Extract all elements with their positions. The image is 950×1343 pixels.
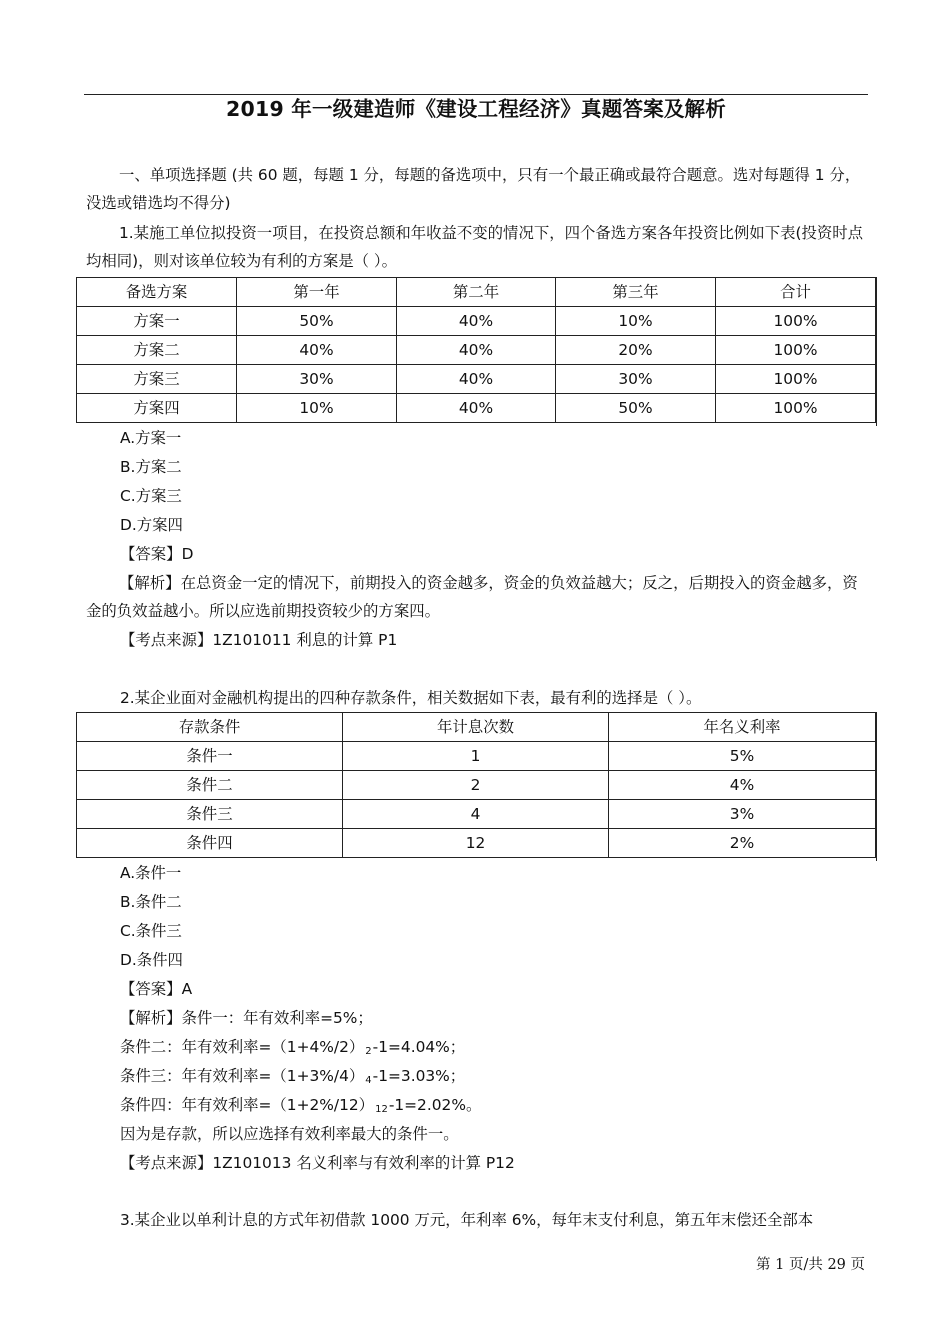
table-header-cell: 第三年 <box>556 278 716 307</box>
table-cell: 40% <box>397 336 556 365</box>
table-cell: 40% <box>237 336 397 365</box>
q2-option-a: A.条件一 <box>120 864 182 882</box>
q2-analysis-line-5: 因为是存款，所以应选择有效利率最大的条件一。 <box>120 1125 459 1143</box>
q1-option-b: B.方案二 <box>120 458 182 476</box>
formula-text: 条件二：年有效利率=（1+4%/2） <box>120 1038 365 1056</box>
q1-analysis: 【解析】在总资金一定的情况下，前期投入的资金越多，资金的负效益越大；反之，后期投入的资金越多，资金的负效益越小。所以应选前期投资较少的方案四。 <box>86 574 858 620</box>
q1-answer: 【答案】D <box>120 545 194 563</box>
formula-subscript: 2 <box>365 1046 372 1057</box>
q2-stem: 2.某企业面对金融机构提出的四种存款条件，相关数据如下表，最有利的选择是（ ）。 <box>120 689 702 707</box>
table-cell: 4 <box>343 800 609 829</box>
table-cell: 100% <box>716 307 876 336</box>
formula-text: 条件三：年有效利率=（1+3%/4） <box>120 1067 365 1085</box>
table-cell: 50% <box>237 307 397 336</box>
table-row <box>77 394 876 423</box>
table-cell: 1 <box>343 742 609 771</box>
q2-option-c: C.条件三 <box>120 922 182 940</box>
document-title: 2019 年一级建造师《建设工程经济》真题答案及解析 <box>226 97 726 121</box>
table-cell: 100% <box>716 365 876 394</box>
q1-option-d: D.方案四 <box>120 516 183 534</box>
section-intro: 一、单项选择题 (共 60 题，每题 1 分，每题的备选项中，只有一个最正确或最符合题意。选对每题得 1 分，没选或错选均不得分) <box>86 166 861 212</box>
table-header-cell: 备选方案 <box>77 278 237 307</box>
table-cell: 方案三 <box>77 365 237 394</box>
formula-subscript: 12 <box>375 1104 388 1115</box>
table-cell: 40% <box>397 307 556 336</box>
table-row <box>77 336 876 365</box>
table-cell: 40% <box>397 394 556 423</box>
table-row <box>77 771 876 800</box>
table-cell: 条件二 <box>77 771 343 800</box>
q2-answer: 【答案】A <box>120 980 193 998</box>
q1-stem: 1.某施工单位拟投资一项目，在投资总额和年收益不变的情况下，四个备选方案各年投资比例如下表(投资时点均相同)，则对该单位较为有利的方案是（ ）。 <box>86 224 864 270</box>
table-cell: 40% <box>397 365 556 394</box>
table-header-cell: 存款条件 <box>77 713 343 742</box>
table-cell: 100% <box>716 394 876 423</box>
table-header-row <box>77 713 876 742</box>
table-header-row <box>77 278 876 307</box>
table-cell: 4% <box>609 771 876 800</box>
table-cell: 2 <box>343 771 609 800</box>
table-cell: 50% <box>556 394 716 423</box>
table-cell: 条件四 <box>77 829 343 858</box>
q1-source: 【考点来源】1Z101011 利息的计算 P1 <box>120 631 398 649</box>
table-row <box>77 365 876 394</box>
table-cell: 方案二 <box>77 336 237 365</box>
table-cell: 12 <box>343 829 609 858</box>
q1-option-c: C.方案三 <box>120 487 182 505</box>
table-header-cell: 合计 <box>716 278 876 307</box>
table-cell: 100% <box>716 336 876 365</box>
table-cell: 30% <box>556 365 716 394</box>
table-cell: 方案四 <box>77 394 237 423</box>
table-cell: 条件三 <box>77 800 343 829</box>
q3-stem: 3.某企业以单利计息的方式年初借款 1000 万元，年利率 6%，每年末支付利息，第五年末偿还全部本 <box>120 1211 814 1229</box>
q2-analysis-line-1: 【解析】条件一：年有效利率=5%； <box>120 1009 373 1027</box>
table-cell: 10% <box>556 307 716 336</box>
table-right-border <box>876 712 877 861</box>
table-cell: 20% <box>556 336 716 365</box>
table-row <box>77 800 876 829</box>
q2-table <box>76 712 876 858</box>
table-row <box>77 829 876 858</box>
page-footer: 第 1 页/共 29 页 <box>756 1257 865 1273</box>
table-right-border <box>876 277 877 426</box>
table-header-cell: 年计息次数 <box>343 713 609 742</box>
table-header-cell: 第二年 <box>397 278 556 307</box>
q1-table <box>76 277 876 423</box>
table-row <box>77 742 876 771</box>
table-cell: 2% <box>609 829 876 858</box>
table-cell: 条件一 <box>77 742 343 771</box>
table-header-cell: 年名义利率 <box>609 713 876 742</box>
table-cell: 5% <box>609 742 876 771</box>
table-row <box>77 307 876 336</box>
formula-result: -1=2.02%。 <box>388 1096 482 1114</box>
q1-option-a: A.方案一 <box>120 429 182 447</box>
q2-source: 【考点来源】1Z101013 名义利率与有效利率的计算 P12 <box>120 1154 515 1172</box>
table-cell: 10% <box>237 394 397 423</box>
table-header-cell: 第一年 <box>237 278 397 307</box>
formula-subscript: 4 <box>365 1075 372 1086</box>
table-cell: 30% <box>237 365 397 394</box>
formula-result: -1=4.04%； <box>372 1038 466 1056</box>
formula-result: -1=3.03%； <box>372 1067 466 1085</box>
q2-option-b: B.条件二 <box>120 893 182 911</box>
q2-option-d: D.条件四 <box>120 951 183 969</box>
formula-text: 条件四：年有效利率=（1+2%/12） <box>120 1096 375 1114</box>
table-cell: 3% <box>609 800 876 829</box>
table-cell: 方案一 <box>77 307 237 336</box>
